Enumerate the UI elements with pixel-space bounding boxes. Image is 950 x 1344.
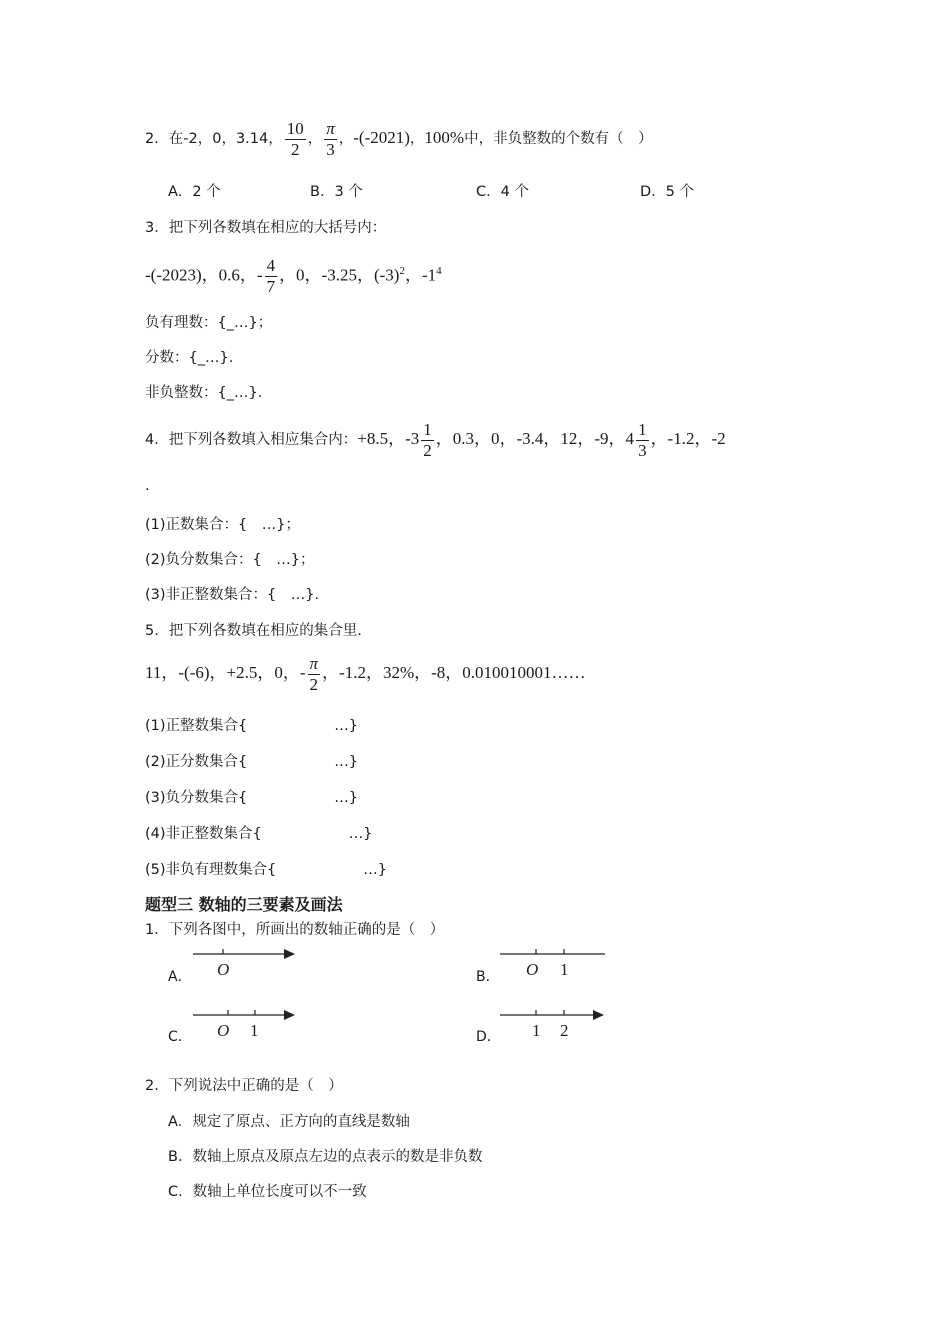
s2-option-a: A．规定了原点、正方向的直线是数轴: [168, 1114, 410, 1130]
q4-set-nonpositive-integer: (3)非正整数集合：{ …}.: [145, 587, 320, 603]
q4-nums-2: ，0.3，0，-3.4，12，-9，4: [435, 429, 635, 448]
q2-expr: -(-2021): [353, 128, 410, 147]
axis-d-arrowhead: [593, 1010, 604, 1020]
axis-b-label-1: 1: [560, 960, 569, 979]
section-title: 题型三 数轴的三要素及画法: [145, 895, 343, 914]
q3-nums-a: -(-2023)，0.6，-: [145, 265, 263, 285]
q2-option-a: A．2 个: [168, 184, 221, 200]
q5-set-positive-integer: (1)正整数集合{ …}: [145, 718, 358, 734]
q5-set-nonpositive-integer: (4)非正整数集合{ …}: [145, 826, 373, 842]
s1-title: 1．下列各图中，所画出的数轴正确的是（ ）: [145, 922, 445, 938]
q2-post: 中，非负整数的个数有（ ）: [464, 131, 653, 147]
q2-number: 2．: [145, 131, 169, 147]
q5-fraction-pi-2: $\frac{\pi}{2}$: [309, 653, 319, 694]
axis-a-arrowhead: [284, 949, 295, 959]
axis-c-label-origin: O: [217, 1021, 230, 1040]
q4-fraction-1-2: $\frac{1}{2}$: [423, 419, 432, 460]
s2-option-b: B．数轴上原点及原点左边的点表示的数是非负数: [168, 1149, 483, 1165]
q5-set-nonnegative-rational: (5)非负有理数集合{ …}: [145, 862, 387, 878]
q5-nums-1: 11，-(-6)，+2.5，0，-: [145, 663, 306, 682]
q4-fraction-1-3: $\frac{1}{3}$: [638, 419, 647, 460]
s2-title: 2．下列说法中正确的是（ ）: [145, 1078, 343, 1094]
s1-option-b-label: B．: [476, 969, 500, 985]
s1-option-a-label: A．: [168, 969, 192, 985]
q5-title: 5．把下列各数填在相应的集合里.: [145, 623, 362, 639]
axis-c-arrowhead: [284, 1010, 295, 1020]
q2-num-neg2: -2: [183, 131, 198, 147]
q3-set-nonnegative-integer: 非负整数：{_…}.: [145, 385, 263, 401]
axis-option-b: [500, 944, 610, 980]
axis-option-c: [193, 1005, 303, 1041]
q5-numbers: [145, 652, 586, 695]
q3-set-negative-rational: 负有理数：{_…}；: [145, 315, 273, 331]
q2-option-d: D．5 个: [640, 184, 694, 200]
q3-numbers: [145, 250, 442, 297]
q2-num-0: 0: [212, 131, 222, 147]
q3-fraction-4-7: $\frac{4}{7}$: [266, 256, 276, 297]
q4-nums-1: +8.5，-3: [357, 429, 420, 448]
q5-nums-2: ，-1.2，32%，-8，0.010010001……: [322, 663, 586, 682]
q4-nums-3: ，-1.2，-2: [650, 429, 726, 448]
s1-option-c-label: C．: [168, 1029, 192, 1045]
q2-option-b: B．3 个: [310, 184, 363, 200]
q2-fraction-10-2: $\frac{10}{2}$: [286, 118, 304, 159]
axis-option-a: [193, 944, 303, 980]
q4-title: 4．把下列各数填入相应集合内：: [145, 432, 358, 448]
q4-set-positive: (1)正数集合：{ …}；: [145, 517, 300, 533]
axis-option-d: [500, 1005, 610, 1041]
q2-pre: 在: [168, 131, 184, 147]
q2-num-314: 3.14: [235, 131, 269, 147]
q5-set-positive-fraction: (2)正分数集合{ …}: [145, 754, 358, 770]
axis-d-label-2: 2: [560, 1021, 569, 1040]
q5-set-negative-fraction: (3)负分数集合{ …}: [145, 790, 358, 806]
q2-option-c: C．4 个: [476, 184, 529, 200]
q3-sup-4: 4: [436, 265, 442, 277]
axis-b-label-origin: O: [526, 960, 539, 979]
axis-c-label-1: 1: [250, 1021, 259, 1040]
q4-period: .: [145, 478, 150, 494]
axis-a-label-origin: O: [217, 960, 230, 979]
q2-fraction-pi-3: $\frac{\pi}{3}$: [326, 118, 335, 159]
q3-nums-c: ，-1: [404, 265, 437, 285]
q3-set-fraction: 分数：{_…}.: [145, 350, 234, 366]
q3-nums-b: ，0，-3.25，(-3): [279, 265, 400, 285]
q3-sup-2: 2: [399, 265, 405, 277]
q2-percent: 100%: [424, 128, 465, 147]
q4-stem: [145, 418, 726, 461]
s2-option-c: C．数轴上单位长度可以不一致: [168, 1184, 367, 1200]
s1-option-d-label: D．: [476, 1029, 501, 1045]
q3-title: 3．把下列各数填在相应的大括号内：: [145, 220, 387, 236]
q2-stem: 2．在-2，0，3.14， $\frac{10}{2}$ ， $\frac{\pi}{3}$ ，-(-2021)，100%中，非负整数的个数有（ ）: [145, 118, 653, 159]
q4-set-negative-fraction: (2)负分数集合：{ …}；: [145, 552, 315, 568]
axis-d-label-1: 1: [532, 1021, 541, 1040]
